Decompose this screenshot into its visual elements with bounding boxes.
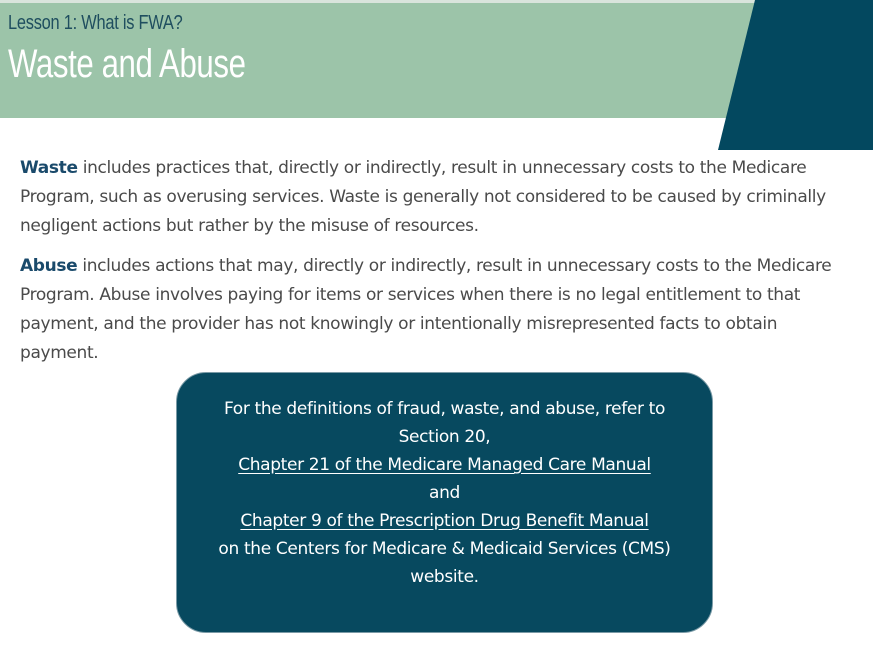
callout-intro-text: For the definitions of fraud, waste, and abuse, refer to <box>223 399 666 419</box>
lesson-label: Lesson 1: What is FWA? <box>8 12 183 34</box>
prescription-drug-benefit-manual-link[interactable]: Chapter 9 of the Prescription Drug Benefit Manual <box>240 511 649 531</box>
abuse-definition: includes actions that may, directly or indirectly, result in unnecessary costs to the Medicare Program. Abuse involves paying for items or services when there is no legal entitlement to that payment, and the provider has not knowingly or intentionally misrepresented facts to obtain payment. <box>20 256 832 363</box>
abuse-term: Abuse <box>20 256 78 276</box>
waste-paragraph <box>20 154 840 241</box>
callout-website-text: website. <box>410 567 479 587</box>
page-title: Waste and Abuse <box>8 42 246 86</box>
abuse-paragraph <box>20 252 840 368</box>
definitions-callout <box>176 372 713 633</box>
waste-term: Waste <box>20 158 78 178</box>
callout-section-text: Section 20, <box>398 427 491 447</box>
waste-definition: includes practices that, directly or indirectly, result in unnecessary costs to the Medicare Program, such as overusing services. Waste is generally not considered to be caused by criminally negligent actions but rather by the misuse of resources. <box>20 158 826 236</box>
medicare-managed-care-manual-link[interactable]: Chapter 21 of the Medicare Managed Care Manual <box>238 455 651 475</box>
callout-and-text: and <box>429 483 460 503</box>
callout-cms-text: on the Centers for Medicare & Medicaid Services (CMS) <box>218 539 671 559</box>
